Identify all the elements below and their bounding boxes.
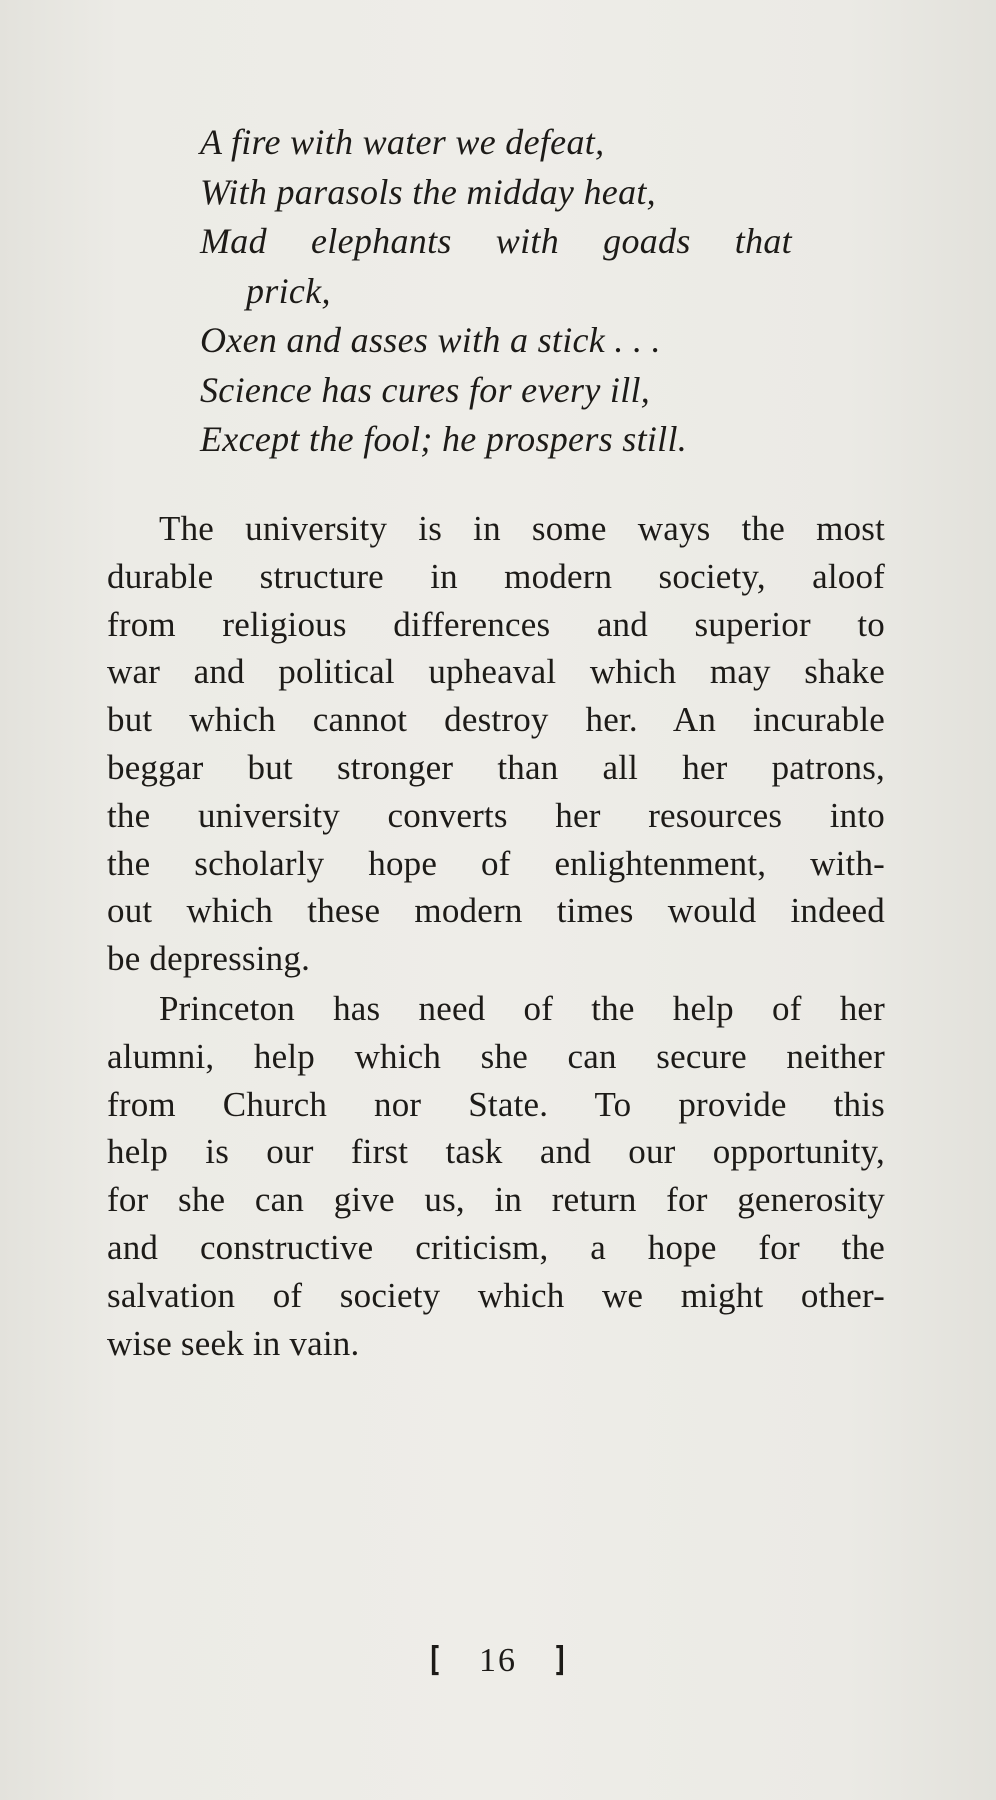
- prose-block: [107, 505, 885, 1367]
- verse-line: Science has cures for every ill,: [200, 369, 651, 410]
- text-line: for she can give us, in return for generosity: [107, 1180, 885, 1220]
- text-line: the scholarly hope of enlightenment, with-: [107, 843, 885, 883]
- text-line: out which these modern times would indeed: [107, 891, 885, 931]
- verse-block: [200, 118, 800, 465]
- text-line: be depressing.: [107, 939, 311, 979]
- left-bracket: [: [426, 1640, 445, 1680]
- text-line: help is our first task and our opportunity,: [107, 1132, 885, 1172]
- text-line: from Church nor State. To provide this: [107, 1084, 885, 1124]
- text-line: the university converts her resources into: [107, 795, 885, 835]
- text-line: Princeton has need of the help of her: [159, 988, 885, 1028]
- page-number: 16: [479, 1642, 517, 1679]
- paragraph-2: [107, 985, 885, 1367]
- text-line: but which cannot destroy her. An incurable: [107, 700, 885, 740]
- text-line: alumni, help which she can secure neither: [107, 1036, 885, 1076]
- text-line: from religious differences and superior to: [107, 604, 885, 644]
- page-number-folio: [0, 1640, 996, 1680]
- text-line: and constructive criticism, a hope for the: [107, 1227, 885, 1267]
- verse-line: Oxen and asses with a stick . . .: [200, 320, 661, 360]
- verse-line: Except the fool; he prospers still.: [200, 419, 688, 459]
- text-line: salvation of society which we might other-: [107, 1275, 885, 1315]
- verse-line-continuation: prick,: [246, 270, 331, 311]
- text-line: beggar but stronger than all her patrons,: [107, 747, 885, 787]
- verse-line: Mad elephants with goads that: [200, 221, 792, 261]
- text-line: durable structure in modern society, aloof: [107, 556, 885, 596]
- text-line: The university is in some ways the most: [159, 509, 885, 548]
- paragraph-1: [107, 505, 885, 983]
- text-line: wise seek in vain.: [107, 1323, 360, 1363]
- verse-line: With parasols the midday heat,: [200, 171, 656, 212]
- verse-line: A fire with water we defeat,: [200, 122, 605, 162]
- text-line: war and political upheaval which may shake: [107, 652, 885, 692]
- right-bracket: ]: [551, 1640, 570, 1680]
